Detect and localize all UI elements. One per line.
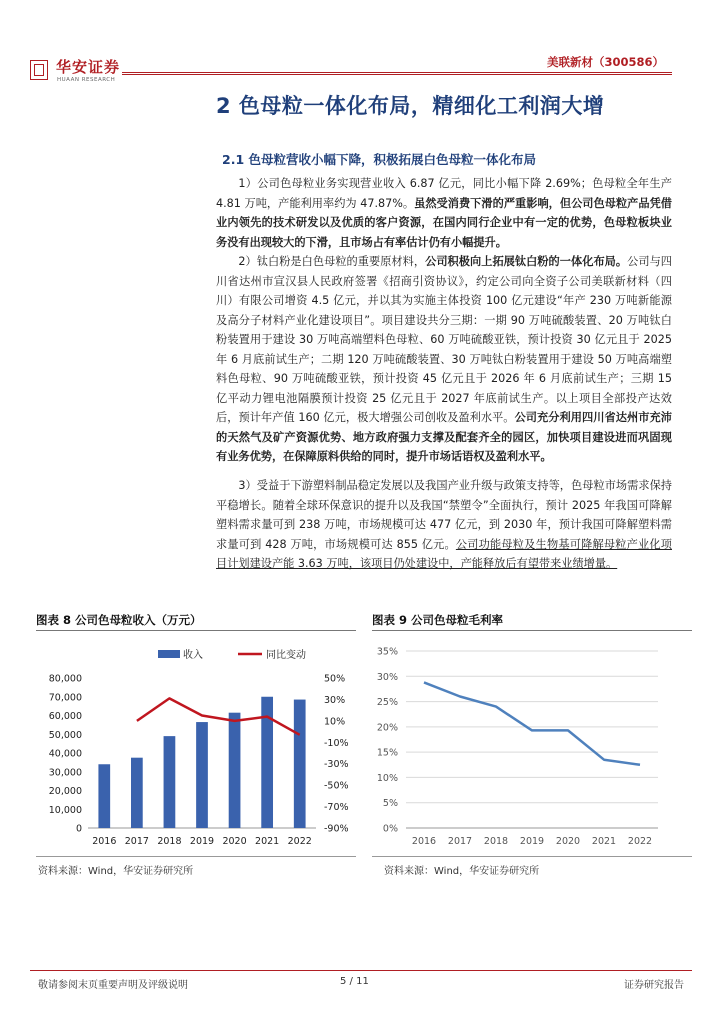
footer-disclaimer: 敬请参阅末页重要声明及评级说明 [38, 980, 188, 991]
figure-8-caption: 图表 8 公司色母粒收入（万元） [36, 613, 202, 627]
paragraph-2-bold-lead: 公司积极向上拓展钛白粉的一体化布局。 [425, 255, 628, 268]
section-title: 2 色母粒一体化布局，精细化工利润大增 [216, 94, 605, 118]
y-tick-label: 15% [376, 747, 398, 759]
page-number: 5 / 11 [340, 976, 369, 987]
y-tick-label-right: -30% [324, 759, 349, 771]
x-tick-label: 2021 [255, 836, 280, 847]
y-tick-label-left: 50,000 [48, 729, 82, 741]
header-divider [122, 72, 672, 73]
x-tick-label: 2022 [627, 836, 653, 847]
footer-report-type: 证券研究报告 [624, 980, 684, 991]
paragraph-1-bold: 虽然受消费下滑的严重影响，但公司色母粒产品凭借业内领先的技术研发以及优质的客户资源，在国内同行企业中有一定的优势，色母粒板块业务没有出现较大的下滑，且市场占有率估计仍有小幅提升。 [216, 196, 672, 249]
paragraph-2-bold-tail: 公司充分利用四川省达州市充沛的天然气及矿产资源优势、地方政府强力支撑及配套齐全的园区，加快项目建设进而巩固现有业务优势，在保障原料供给的同时，提升市场话语权及盈利水平。 [216, 411, 672, 463]
y-tick-label-left: 80,000 [48, 673, 82, 685]
figure-8-source-rule [36, 856, 356, 857]
x-tick-label: 2018 [157, 836, 182, 847]
y-tick-label-right: -50% [324, 780, 349, 792]
bar-revenue [131, 758, 143, 828]
paragraph-2 [216, 252, 672, 467]
footer-divider [30, 970, 692, 971]
y-tick-label: 5% [382, 798, 398, 810]
bar-revenue [294, 700, 306, 828]
y-tick-label-left: 60,000 [48, 711, 82, 722]
bar-revenue [164, 736, 176, 828]
x-tick-label: 2019 [519, 836, 545, 847]
revenue-chart [30, 636, 366, 852]
y-tick-label-right: -90% [324, 823, 349, 835]
y-tick-label-right: 10% [324, 716, 346, 728]
paragraph-1-text: 1）公司色母粒业务实现营业收入 6.87 亿元，同比小幅下降 2.69%；色母粒全年生产 4.81 万吨，产能利用率约为 47.87%。 [216, 177, 672, 210]
y-tick-label-left: 0 [75, 823, 82, 835]
paragraph-2-intro: 2）钛白粉是白色母粒的重要原材料， [238, 255, 426, 268]
y-tick-label-left: 20,000 [48, 786, 82, 797]
figure-9-source-rule [372, 856, 692, 857]
y-tick-label-right: -10% [324, 737, 349, 749]
x-tick-label: 2018 [483, 836, 509, 847]
bar-revenue [196, 722, 208, 828]
y-tick-label: 0% [382, 823, 398, 835]
x-tick-label: 2017 [124, 836, 149, 847]
logo-name: 华安证券 [56, 58, 121, 76]
logo-icon [30, 60, 48, 80]
y-tick-label-right: 50% [324, 673, 346, 685]
x-tick-label: 2021 [591, 836, 617, 847]
x-tick-label: 2022 [287, 836, 312, 847]
paragraph-3-text: 3）受益于下游塑料制品稳定发展以及我国产业升级与政策支持等，色母粒市场需求保持平稳增长。随着全球环保意识的提升以及我国“禁塑令”全面执行，预计 2025 年我国可降解塑料需求量可到 238 万吨，市场规模可达 477 亿元，到 2030 年，预计我国可降解塑料需求量可到 428 万吨，市场规模可达 855 亿元。 [216, 479, 672, 551]
figure-9-caption: 图表 9 公司色母粒毛利率 [372, 613, 504, 627]
y-tick-label-left: 30,000 [48, 767, 82, 779]
subsection-title: 2.1 色母粒营收小幅下降，积极拓展白色母粒一体化布局 [222, 152, 536, 167]
paragraph-3-underlined: 公司功能母粒及生物基可降解母粒产业化项目计划建设产能 3.63 万吨，该项目仍处建设中，产能释放后有望带来业绩增量。 [216, 537, 672, 570]
margin-chart [366, 636, 690, 852]
y-tick-label: 20% [376, 722, 398, 734]
figure-8-source: 资料来源：Wind，华安证券研究所 [38, 866, 194, 877]
y-tick-label-right: 30% [324, 694, 346, 706]
paragraph-1 [216, 174, 672, 252]
legend-revenue-swatch [158, 650, 180, 658]
bar-revenue [98, 764, 110, 828]
figure-9-source: 资料来源：Wind，华安证券研究所 [384, 866, 540, 877]
yoy-change-line [137, 698, 300, 734]
x-tick-label: 2020 [222, 836, 247, 847]
paragraph-3 [216, 476, 672, 574]
y-tick-label-left: 40,000 [48, 748, 82, 760]
y-tick-label: 10% [376, 772, 398, 784]
figure-9-caption-rule [372, 630, 692, 631]
x-tick-label: 2016 [411, 836, 437, 847]
y-tick-label: 35% [376, 646, 398, 658]
y-tick-label-right: -70% [324, 802, 349, 814]
y-tick-label-left: 70,000 [48, 692, 82, 704]
x-tick-label: 2017 [447, 836, 473, 847]
x-tick-label: 2019 [189, 836, 215, 847]
y-tick-label-left: 10,000 [48, 804, 82, 816]
x-tick-label: 2020 [555, 836, 581, 847]
x-tick-label: 2016 [92, 836, 117, 847]
y-tick-label: 25% [376, 697, 398, 709]
figure-8-caption-rule [36, 630, 356, 631]
legend-yoy-label: 同比变动 [266, 650, 306, 661]
y-tick-label: 30% [376, 671, 398, 683]
paragraph-2-body: 公司与四川省达州市宣汉县人民政府签署《招商引资协议》，约定公司向全资子公司美联新材料（四川）有限公司增资 4.5 亿元，并以其为实施主体投资 100 亿元建设“年产 230 万吨新能源及高分子材料产业化建设项目”。项目建设共分三期：一期 90 万吨硫酸装置、20 万吨钛白粉装置用于建设 30 万吨高端塑料色母粒、60 万吨硫酸亚铁，预计投资 30 亿元且于 2025 年 6 月底前试生产；二期 120 万吨硫酸装置、30 万吨钛白粉装置用于建设 50 万吨高端塑料色母粒、90 万吨硫酸亚铁，预计投资 45 亿元且于 2026 年 6 月底前试生产；三期 15 亿平动力锂电池隔膜预计投资 25 亿元且于 2027 年底前试生产。以上项目全部投产达效后，预计年产值 160 亿元，极大增强公司创收及盈利水平。 [216, 255, 672, 424]
legend-revenue-label: 收入 [183, 650, 203, 661]
bar-revenue [229, 713, 241, 828]
company-ticker: 美联新材（300586） [546, 55, 664, 69]
header-divider-thin [122, 74, 672, 75]
logo-subtitle: HUAAN RESEARCH [57, 77, 116, 83]
